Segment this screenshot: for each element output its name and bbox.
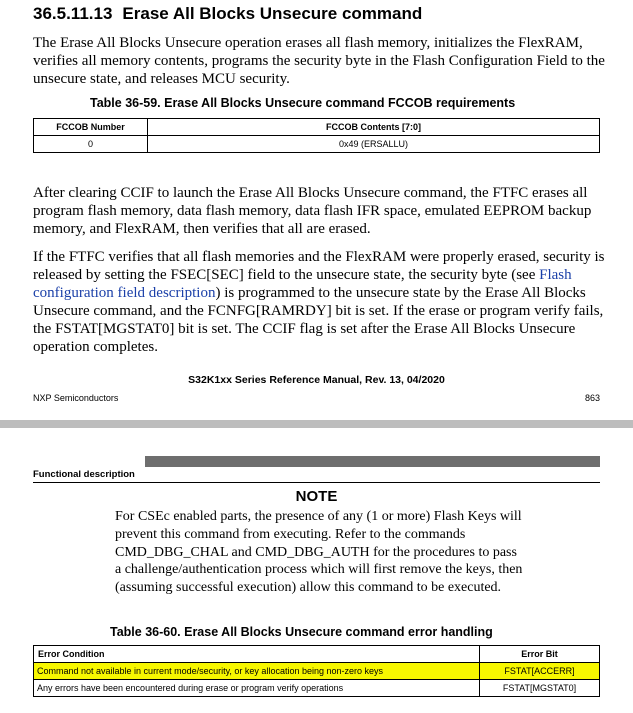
note-title: NOTE xyxy=(295,488,338,505)
table-cell: 0x49 (ERSALLU) xyxy=(148,136,600,153)
flash-config-field-link[interactable]: Flash configuration field description xyxy=(33,267,572,301)
section-header-bar xyxy=(145,456,600,467)
footer-company: NXP Semiconductors xyxy=(33,393,119,403)
paragraph-3-text-b: ) is programmed to the unsecure state by the Erase All Blocks Unsecure command, and the FCNFG[RAMRDY] bit is set. If the erase or program verify fails, the FSTAT[MGSTAT0] bit is set. The CCIF flag is set after the Erase All Blocks Unsecure operation completes. xyxy=(33,285,604,355)
error-handling-table xyxy=(33,645,600,697)
table1-caption: Table 36-59. Erase All Blocks Unsecure command FCCOB requirements xyxy=(90,96,516,110)
note-body: For CSEc enabled parts, the presence of any (1 or more) Flash Keys will prevent this command from executing. Refer to the commands CMD_DBG_CHAL and CMD_DBG_AUTH for the procedures to pass a challenge/authentication process which will first remove the keys, then (assuming successful execution) allow this command to be executed. xyxy=(115,509,523,596)
section-heading xyxy=(33,4,422,24)
table-header-row xyxy=(34,119,600,136)
page-break xyxy=(0,420,633,428)
table2-caption: Table 36-60. Erase All Blocks Unsecure command error handling xyxy=(110,625,493,639)
section-number: 36.5.11.13 xyxy=(33,4,113,23)
footer-page-number: 863 xyxy=(584,393,600,403)
header-divider xyxy=(33,482,600,483)
footer-title: S32K1xx Series Reference Manual, Rev. 13, 04/2020 xyxy=(188,374,445,386)
table-header-cell: Error Bit xyxy=(480,646,600,663)
table-cell: Any errors have been encountered during erase or program verify operations xyxy=(34,680,480,697)
table-cell: FSTAT[ACCERR] xyxy=(480,663,600,680)
paragraph-2: After clearing CCIF to launch the Erase All Blocks Unsecure command, the FTFC erases all program flash memory, data flash memory, data flash IFR space, emulated EEPROM backup memory, and FlexRAM, then verifies that all are erased. xyxy=(33,185,592,237)
intro-paragraph: The Erase All Blocks Unsecure operation erases all flash memory, initializes the FlexRAM, verifies all memory contents, programs the security byte in the Flash Configuration Field to the unsecure state, and releases MCU security. xyxy=(33,35,605,87)
table-cell: Command not available in current mode/security, or key allocation being non-zero keys xyxy=(34,663,480,680)
section-title: Erase All Blocks Unsecure command xyxy=(122,4,423,23)
table-row xyxy=(34,680,600,697)
table-row xyxy=(34,136,600,153)
page-section-label: Functional description xyxy=(33,469,135,480)
table-header-cell: FCCOB Contents [7:0] xyxy=(148,119,600,136)
table-header-cell: Error Condition xyxy=(34,646,480,663)
table-row xyxy=(34,663,600,680)
table-cell: FSTAT[MGSTAT0] xyxy=(480,680,600,697)
fccob-requirements-table xyxy=(33,118,600,153)
table-header-row xyxy=(34,646,600,663)
table-cell: 0 xyxy=(34,136,148,153)
paragraph-3 xyxy=(33,248,605,356)
paragraph-3-text-a: If the FTFC verifies that all flash memories and the FlexRAM were properly erased, security is released by setting the FSEC[SEC] field to the unsecure state, the security byte (see xyxy=(33,249,605,283)
table-header-cell: FCCOB Number xyxy=(34,119,148,136)
